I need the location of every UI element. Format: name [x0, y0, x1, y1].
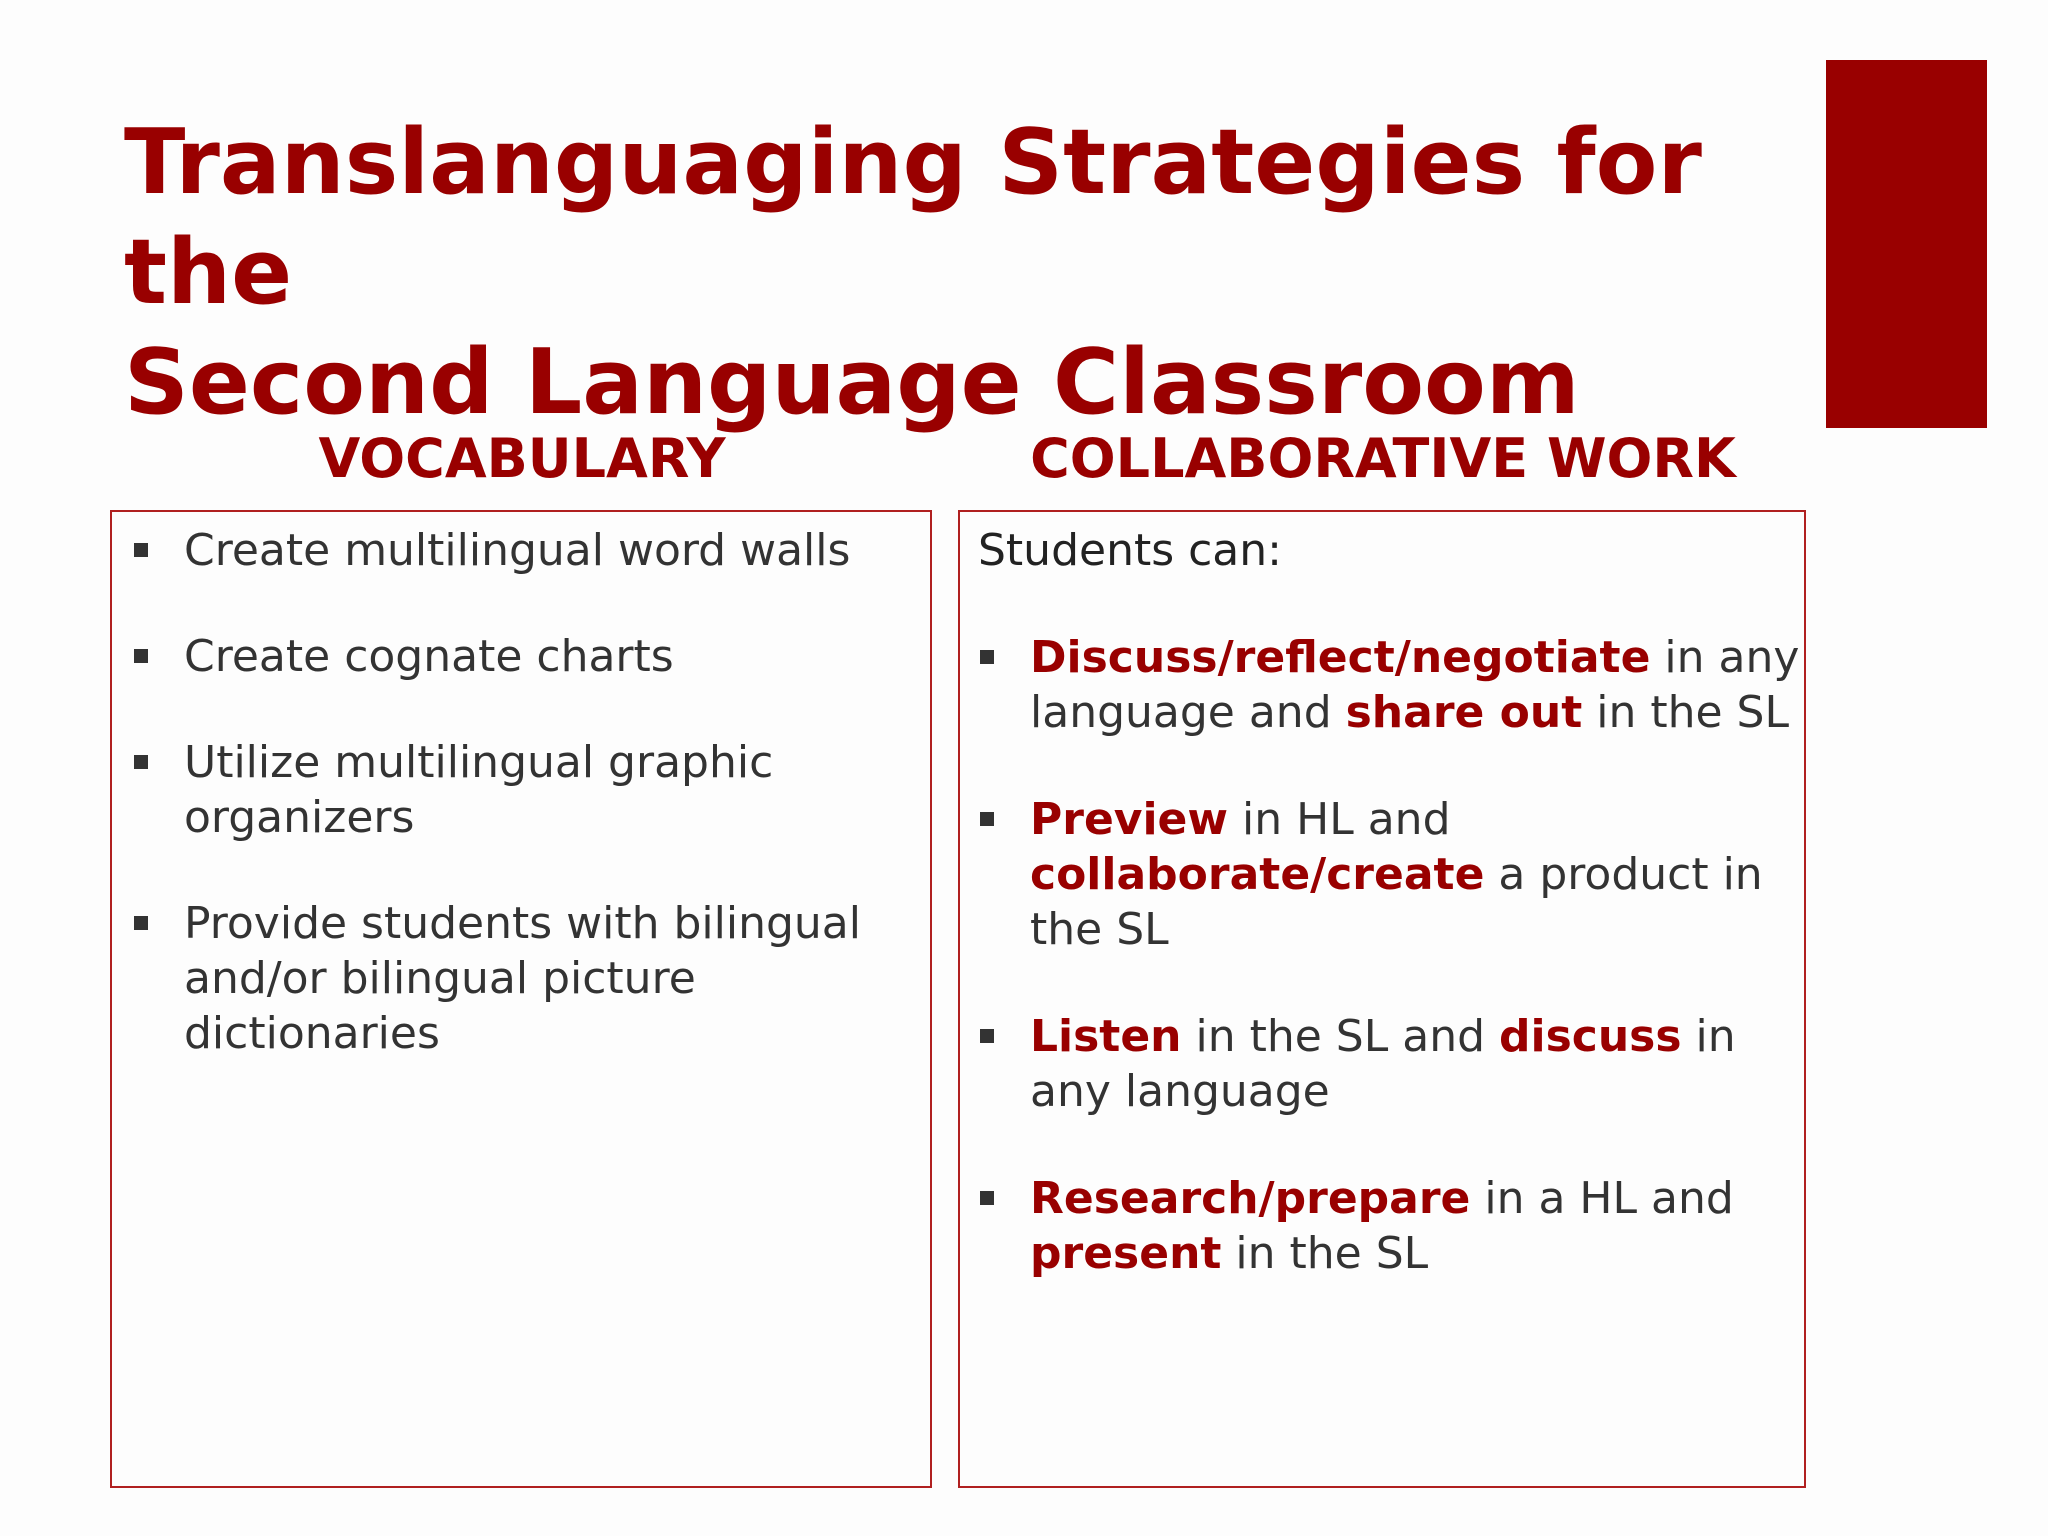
list-item	[1030, 1171, 1800, 1281]
students-can-intro: Students can:	[978, 525, 1282, 576]
square-bullet-icon	[980, 1029, 994, 1043]
list-item	[184, 629, 924, 684]
keyword: discuss	[1499, 1011, 1682, 1062]
list-item-text: Provide students with bilingual and/or bilingual picture dictionaries	[184, 898, 861, 1059]
accent-block	[1826, 60, 1987, 428]
square-bullet-icon	[134, 916, 148, 930]
slide-title	[124, 108, 1764, 438]
item-text: in the SL and	[1181, 1011, 1499, 1062]
list-item	[184, 523, 924, 578]
keyword: collaborate/create	[1030, 849, 1485, 900]
item-text: in HL and	[1228, 794, 1451, 845]
list-item-text: Utilize multilingual graphic organizers	[184, 737, 774, 843]
list-item	[1030, 630, 1800, 740]
keyword: Preview	[1030, 794, 1229, 845]
vocabulary-list	[184, 523, 924, 1112]
square-bullet-icon	[980, 1191, 994, 1205]
list-item-text: Create cognate charts	[184, 631, 674, 682]
keyword: present	[1030, 1228, 1222, 1279]
square-bullet-icon	[980, 650, 994, 664]
keyword: Discuss/reflect/negotiate	[1030, 632, 1651, 683]
square-bullet-icon	[134, 649, 148, 663]
collaborative-work-list	[1030, 630, 1800, 1333]
square-bullet-icon	[134, 543, 148, 557]
list-item-text: Create multilingual word walls	[184, 525, 851, 576]
square-bullet-icon	[134, 755, 148, 769]
keyword: share out	[1345, 687, 1583, 738]
list-item	[184, 896, 924, 1061]
keyword: Research/prepare	[1030, 1173, 1471, 1224]
item-text: a product in the SL	[1030, 849, 1763, 955]
item-text: in a HL and	[1470, 1173, 1734, 1224]
item-text: in any language and	[1030, 632, 1800, 738]
list-item	[1030, 792, 1800, 957]
square-bullet-icon	[980, 812, 994, 826]
keyword: Listen	[1030, 1011, 1182, 1062]
item-text: in the SL	[1582, 687, 1789, 738]
list-item	[1030, 1009, 1800, 1119]
collaborative-work-heading: COLLABORATIVE WORK	[1030, 427, 1736, 490]
slide-title-line-2: Second Language Classroom	[124, 330, 1580, 435]
list-item	[184, 735, 924, 845]
slide-title-line-1: Translanguaging Strategies for the	[124, 110, 1702, 325]
item-text: in any language	[1030, 1011, 1736, 1117]
item-text: in the SL	[1221, 1228, 1429, 1279]
vocabulary-heading: VOCABULARY	[318, 427, 726, 490]
